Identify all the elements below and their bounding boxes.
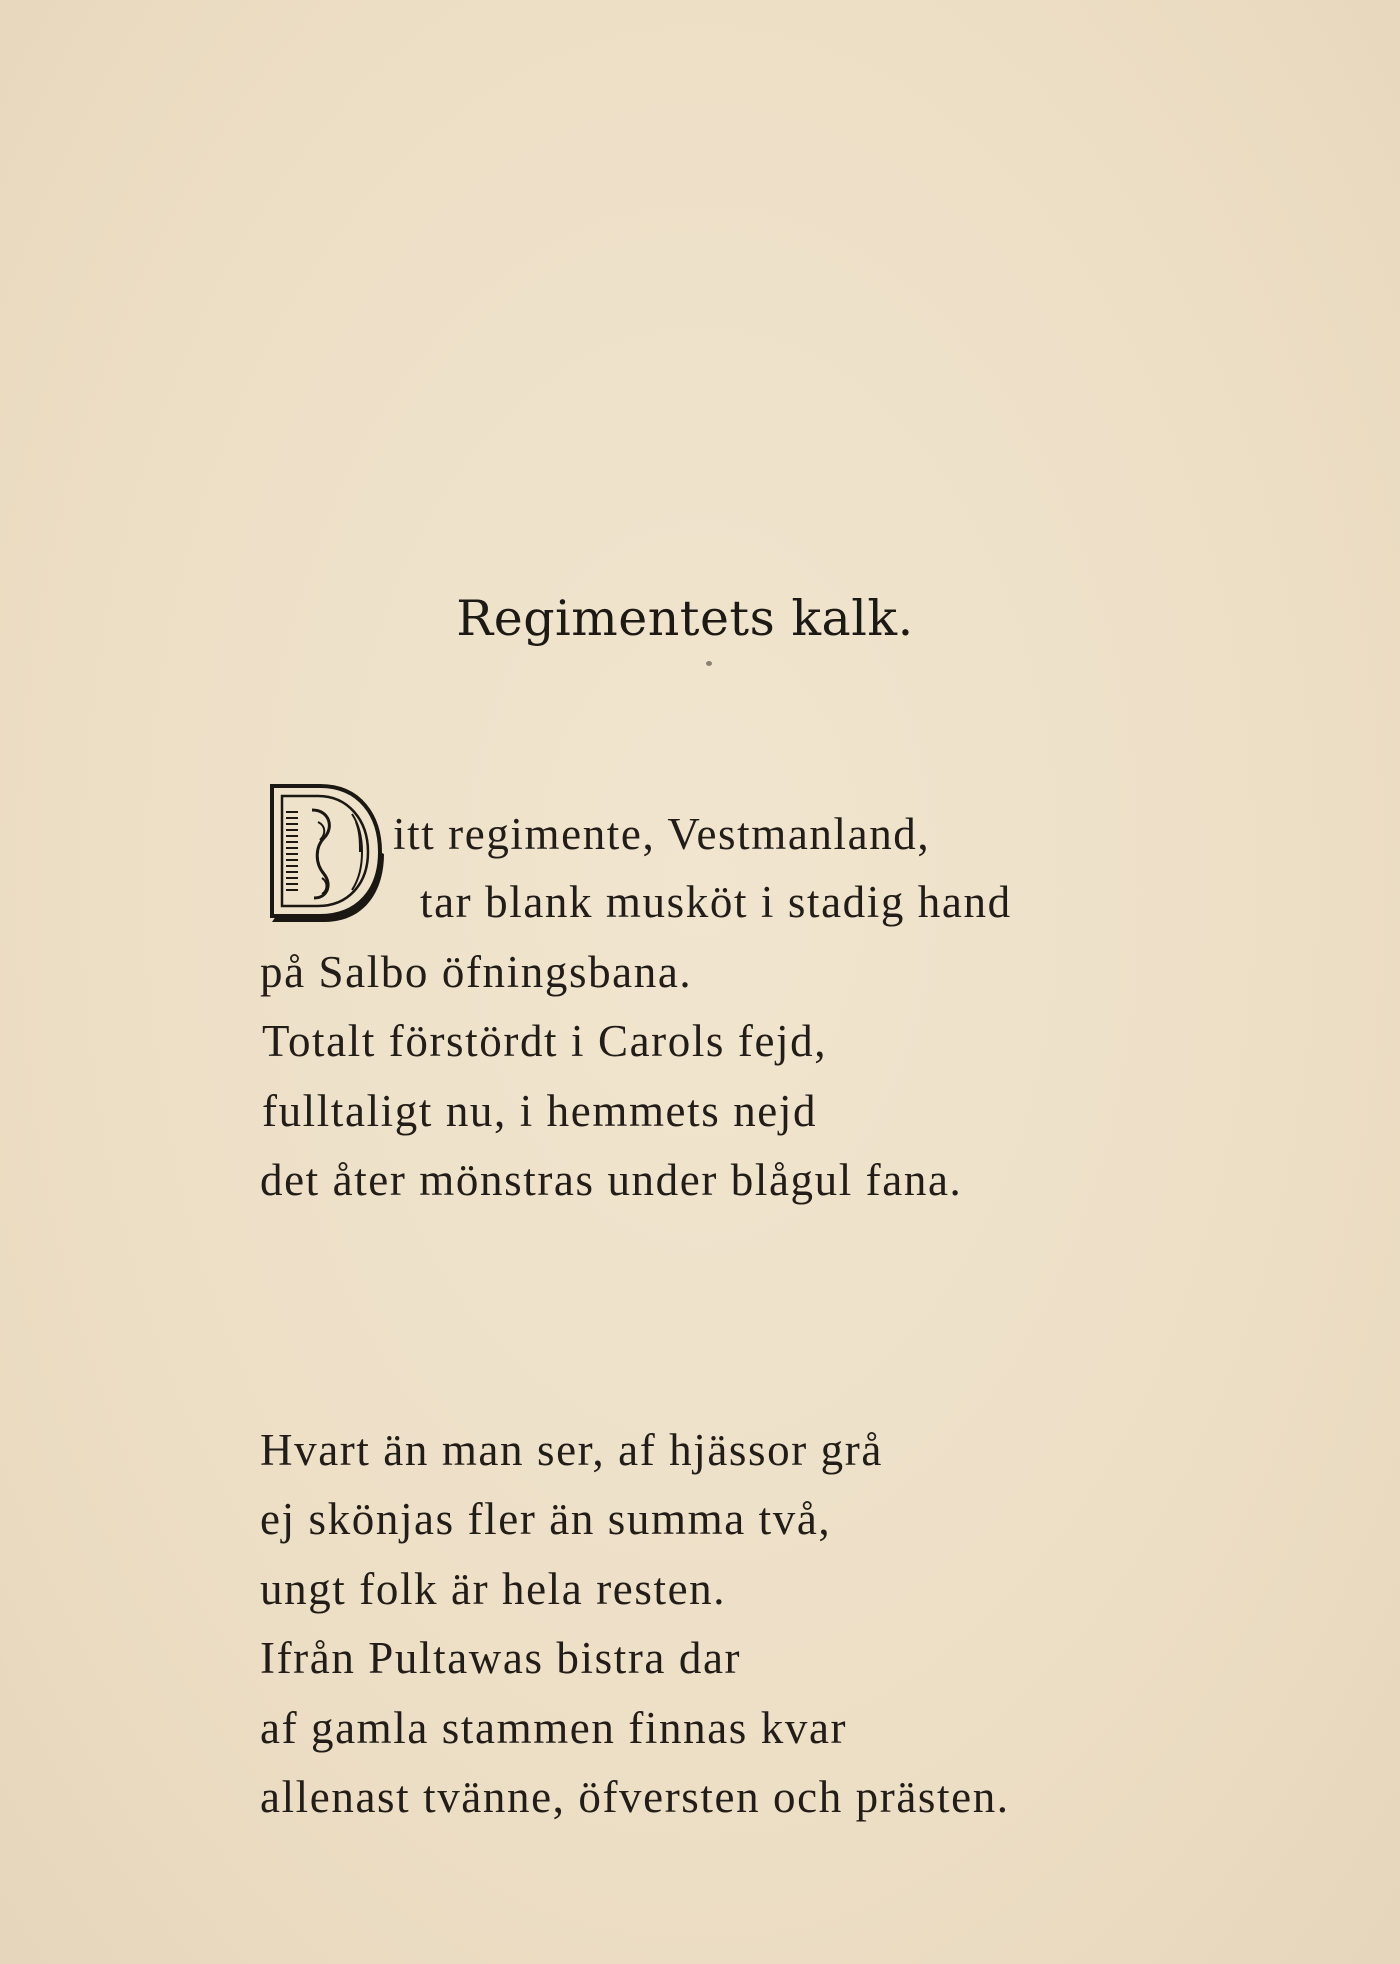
drop-cap (268, 782, 384, 922)
verse-line: af gamla stammen finnas kvar (260, 1703, 848, 1753)
verse-line: det åter mönstras under blågul fana. (260, 1155, 963, 1205)
verse-line: Totalt förstördt i Carols fejd, (262, 1016, 828, 1066)
verse-line: tar blank musköt i stadig hand (420, 877, 1012, 927)
poem-title: Regimentets kalk. (456, 590, 914, 647)
verse-line: Hvart än man ser, af hjässor grå (260, 1425, 883, 1475)
verse-line: Ifrån Pultawas bistra dar (260, 1633, 742, 1683)
verse-line: itt regimente, Vestmanland, (393, 809, 931, 859)
verse-line: ej skönjas fler än summa två, (260, 1494, 832, 1544)
verse-line: fulltaligt nu, i hemmets nejd (262, 1086, 818, 1136)
verse-line: allenast tvänne, öfversten och prästen. (260, 1772, 1010, 1822)
ink-speck (706, 661, 712, 666)
verse-line: ungt folk är hela resten. (260, 1564, 727, 1614)
verse-line: på Salbo öfningsbana. (260, 947, 693, 997)
